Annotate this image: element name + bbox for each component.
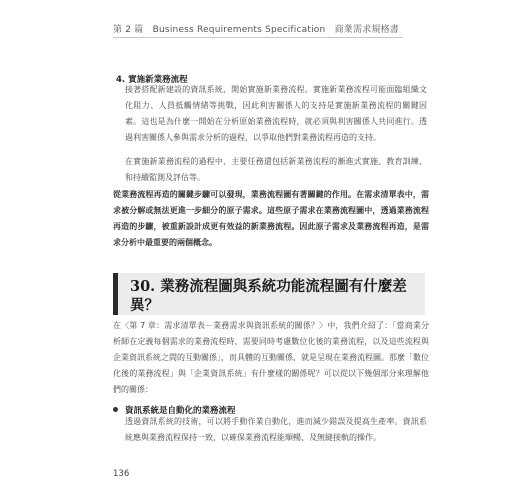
paragraph-chapter-reference: 在〈第 7 章：需求清單表－業務需求與資訊系統的關係？〉中，我們介紹了：「當商業分析師在定義每個需求的業務流程時，需要同時考慮數位化後的業務流程，以及這些流程與企業資訊系統之間的互動關係」，而具體的互動關係，就是呈現在業務流程圖。那麼「數位化後的業務流程」與「企業資訊系統」有什麼樣的關係呢？可以從以下幾個部分來理解他們的關係： [113, 321, 429, 394]
section-heading-box [113, 273, 425, 315]
section-title: 30. 業務流程圖與系統功能流程圖有什麼差異？ [130, 278, 407, 314]
bullet-dot-icon [113, 407, 118, 412]
bullet-title: 資訊系統是自動化的業務流程 [125, 406, 236, 416]
subsection-heading: 4. 實施新業務流程 [116, 75, 188, 85]
running-header: 第 2 篇 Business Requirements Specification 商業需求規格書 [113, 25, 400, 35]
paragraph-key-concepts: 從業務流程再造的關鍵步驟可以發現，業務流程圖有著關鍵的作用。在需求清單表中，需求被分解或無法更進一步細分的原子需求。這些原子需求在業務流程圖中，透過業務流程再造的步驟，被重新設計成更有效益的新業務流程。因此原子需求及業務流程再造，是需求分析中最重要的兩個概念。 [113, 190, 429, 247]
paragraph-implement-process: 接著搭配新建設的資訊系統，開始實施新業務流程。實施新業務流程可能面臨組織文化阻力、人員抵觸情緒等挑戰，因此利害關係人的支持是實施新業務流程的關鍵因素。這也是為什麼一開始在分析原始業務流程時，就必須與利害關係人共同進行。透過利害關係人參與需求分析的過程，以爭取他們對業務流程再造的支持。 [125, 85, 427, 142]
paragraph-implement-tasks: 在實施新業務流程的過程中，主要任務還包括新業務流程的漸進式實施、教育訓練、和持續監測及評估等。 [125, 157, 427, 182]
header-rule [113, 37, 403, 38]
page-number: 136 [113, 469, 130, 479]
paragraph-automation: 透過資訊系統的技術，可以將手動作業自動化，進而減少錯誤及提高生產率。資訊系統應與業務流程保持一致，以確保業務流程能順暢、及無縫接軌的操作。 [125, 417, 427, 442]
